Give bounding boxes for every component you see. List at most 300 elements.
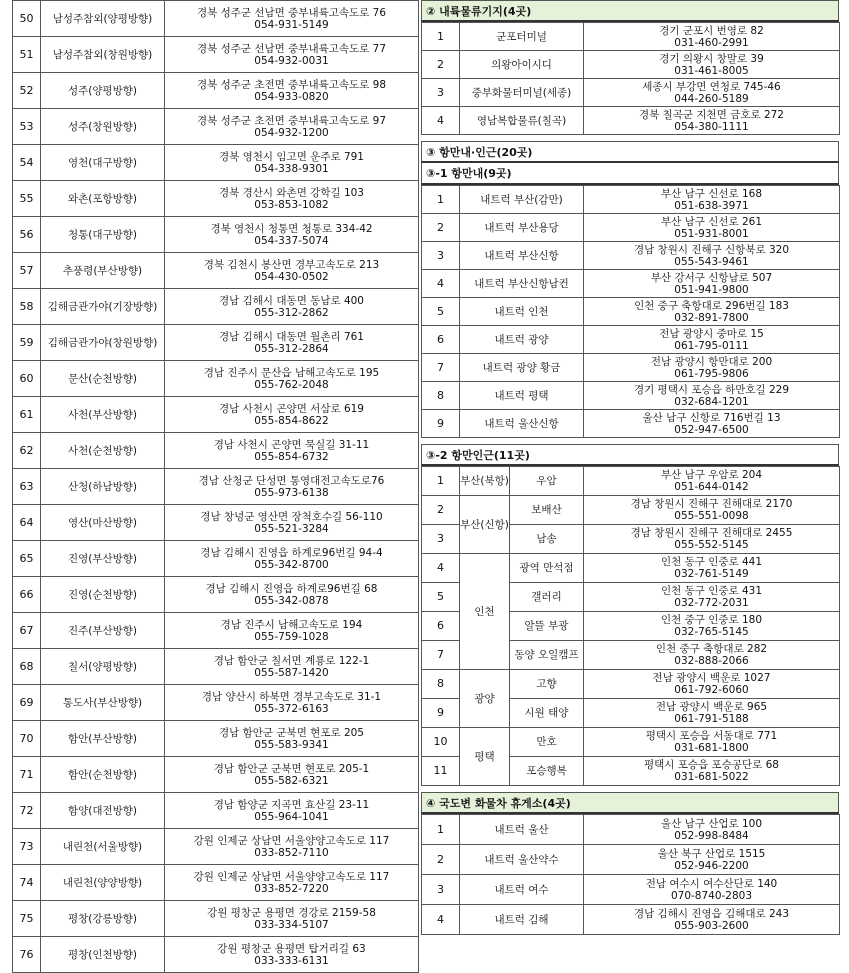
table-row bbox=[13, 937, 419, 973]
address-cell bbox=[165, 541, 419, 577]
section-2-title: ② 내륙물류기지(4곳) bbox=[421, 0, 839, 22]
address-cell bbox=[165, 721, 419, 757]
address-cell bbox=[584, 467, 840, 496]
phone-text: 055-762-2048 bbox=[254, 378, 329, 391]
address-text: 경남 산청군 단성면 통영대전고속도로76 bbox=[198, 474, 385, 487]
phone-text: 032-684-1201 bbox=[674, 395, 749, 408]
rest-area-name: 함양(대전방향) bbox=[41, 793, 165, 829]
rest-area-name: 함안(부산방향) bbox=[41, 721, 165, 757]
facility-name: 내트럭 부산(감만) bbox=[460, 186, 584, 214]
row-number: 71 bbox=[13, 757, 41, 793]
phone-text: 055-551-0098 bbox=[674, 510, 749, 522]
facility-name: 갤러리 bbox=[510, 583, 584, 612]
address-text: 경남 진주시 남해고속도로 194 bbox=[220, 618, 363, 631]
address-text: 강원 인제군 상남면 서울양양고속도로 117 bbox=[193, 870, 390, 883]
address-cell bbox=[584, 51, 840, 79]
phone-text: 033-852-7220 bbox=[254, 882, 329, 895]
address-cell bbox=[584, 410, 840, 438]
row-number: 66 bbox=[13, 577, 41, 613]
row-number: 74 bbox=[13, 865, 41, 901]
right-column bbox=[421, 0, 839, 935]
facility-name: 보배산 bbox=[510, 496, 584, 525]
facility-name: 의왕아이시디 bbox=[460, 51, 584, 79]
address-cell bbox=[165, 505, 419, 541]
phone-text: 055-312-2862 bbox=[254, 306, 329, 319]
table-row bbox=[13, 217, 419, 253]
address-cell bbox=[165, 613, 419, 649]
table-row bbox=[422, 79, 840, 107]
address-cell bbox=[584, 583, 840, 612]
address-cell bbox=[165, 937, 419, 973]
table-row bbox=[13, 649, 419, 685]
phone-text: 055-582-6321 bbox=[254, 774, 329, 787]
rest-area-name: 진영(순천방향) bbox=[41, 577, 165, 613]
table-row bbox=[422, 670, 840, 699]
facility-name: 고향 bbox=[510, 670, 584, 699]
section-3-1-table bbox=[421, 185, 840, 438]
section-4-title: ④ 국도변 화물차 휴게소(4곳) bbox=[421, 792, 839, 814]
rest-area-name: 통도사(부산방향) bbox=[41, 685, 165, 721]
row-number: 55 bbox=[13, 181, 41, 217]
facility-name: 내트럭 평택 bbox=[460, 382, 584, 410]
phone-text: 055-583-9341 bbox=[254, 738, 329, 751]
phone-text: 031-681-1800 bbox=[674, 742, 749, 754]
facility-name: 중부화물터미널(세종) bbox=[460, 79, 584, 107]
address-cell bbox=[165, 37, 419, 73]
table-row bbox=[422, 326, 840, 354]
address-text: 전남 여수시 여수산단로 140 bbox=[645, 877, 778, 890]
address-text: 강원 평창군 용평면 탑거리길 63 bbox=[217, 942, 366, 955]
phone-text: 061-795-9806 bbox=[674, 367, 749, 380]
phone-text: 055-342-0878 bbox=[254, 594, 329, 607]
phone-text: 031-460-2991 bbox=[674, 36, 749, 49]
table-row bbox=[422, 410, 840, 438]
address-text: 경북 경산시 와촌면 강학길 103 bbox=[219, 186, 364, 199]
address-cell bbox=[584, 79, 840, 107]
phone-text: 053-853-1082 bbox=[254, 198, 329, 211]
address-cell bbox=[584, 496, 840, 525]
table-row bbox=[422, 382, 840, 410]
address-text: 부산 남구 신선로 168 bbox=[660, 187, 763, 200]
facility-name: 우암 bbox=[510, 467, 584, 496]
address-cell bbox=[584, 525, 840, 554]
rest-area-name: 남성주참외(양평방향) bbox=[41, 1, 165, 37]
table-row bbox=[422, 354, 840, 382]
table-row bbox=[13, 433, 419, 469]
phone-text: 055-372-6163 bbox=[254, 702, 329, 715]
phone-text: 055-973-6138 bbox=[254, 486, 329, 499]
phone-text: 055-342-8700 bbox=[254, 558, 329, 571]
table-row bbox=[422, 214, 840, 242]
facility-name: 내트럭 부산신항 bbox=[460, 242, 584, 270]
table-row bbox=[13, 397, 419, 433]
address-text: 부산 남구 신선로 261 bbox=[660, 215, 763, 228]
phone-text: 052-946-2200 bbox=[674, 859, 749, 872]
rest-area-name: 평창(인천방향) bbox=[41, 937, 165, 973]
address-cell bbox=[165, 757, 419, 793]
address-text: 경기 의왕시 창말로 39 bbox=[659, 52, 764, 65]
row-number: 72 bbox=[13, 793, 41, 829]
table-row bbox=[13, 505, 419, 541]
phone-text: 054-338-9301 bbox=[254, 162, 329, 175]
address-cell bbox=[165, 325, 419, 361]
section-3-2-table bbox=[421, 466, 840, 786]
address-text: 경남 김해시 진영읍 하계로96번길 94-4 bbox=[200, 546, 383, 559]
address-text: 인천 중구 축항대로 282 bbox=[655, 643, 768, 655]
row-number: 3 bbox=[422, 242, 460, 270]
address-text: 울산 북구 산업로 1515 bbox=[657, 847, 766, 860]
rest-area-name: 내린천(양양방향) bbox=[41, 865, 165, 901]
address-cell bbox=[584, 23, 840, 51]
phone-text: 032-772-2031 bbox=[674, 597, 749, 609]
facility-name: 광역 만석점 bbox=[510, 554, 584, 583]
phone-text: 054-933-0820 bbox=[254, 90, 329, 103]
address-cell bbox=[165, 577, 419, 613]
row-number: 56 bbox=[13, 217, 41, 253]
row-number: 4 bbox=[422, 905, 460, 935]
address-text: 전남 광양시 백운로 1027 bbox=[652, 672, 771, 684]
row-number: 3 bbox=[422, 875, 460, 905]
address-text: 울산 남구 신항로 716번길 13 bbox=[642, 411, 781, 424]
table-row bbox=[422, 23, 840, 51]
phone-text: 052-947-6500 bbox=[674, 423, 749, 436]
table-row bbox=[13, 73, 419, 109]
phone-text: 055-854-8622 bbox=[254, 414, 329, 427]
address-cell bbox=[584, 326, 840, 354]
address-text: 경남 진주시 문산읍 남해고속도로 195 bbox=[203, 366, 380, 379]
phone-text: 033-334-5107 bbox=[254, 918, 329, 931]
address-text: 인천 중구 인중로 180 bbox=[660, 614, 763, 626]
row-number: 10 bbox=[422, 728, 460, 757]
address-text: 전남 광양시 백운로 965 bbox=[655, 701, 768, 713]
section-3-title: ③ 항만내·인근(20곳) bbox=[421, 141, 839, 163]
phone-text: 054-931-5149 bbox=[254, 18, 329, 31]
address-text: 경남 함양군 지곡면 효산길 23-11 bbox=[213, 798, 370, 811]
row-number: 67 bbox=[13, 613, 41, 649]
facility-name: 시원 태양 bbox=[510, 699, 584, 728]
address-cell bbox=[584, 670, 840, 699]
row-number: 9 bbox=[422, 410, 460, 438]
address-text: 경남 양산시 하북면 경부고속도로 31-1 bbox=[201, 690, 382, 703]
table-row bbox=[422, 51, 840, 79]
address-cell bbox=[584, 641, 840, 670]
facility-name: 내트럭 광양 황금 bbox=[460, 354, 584, 382]
address-text: 부산 남구 우암로 204 bbox=[660, 469, 763, 481]
phone-text: 061-791-5188 bbox=[674, 713, 749, 725]
facility-name: 내트럭 인천 bbox=[460, 298, 584, 326]
facility-name: 내트럭 광양 bbox=[460, 326, 584, 354]
table-row bbox=[422, 845, 840, 875]
row-number: 4 bbox=[422, 554, 460, 583]
address-text: 경북 성주군 선남면 중부내륙고속도로 77 bbox=[197, 42, 386, 55]
row-number: 60 bbox=[13, 361, 41, 397]
table-row bbox=[13, 685, 419, 721]
address-text: 경북 성주군 선남면 중부내륙고속도로 76 bbox=[197, 6, 386, 19]
address-cell bbox=[584, 298, 840, 326]
address-text: 경북 칠곡군 지천면 금호로 272 bbox=[639, 108, 784, 121]
phone-text: 033-852-7110 bbox=[254, 846, 329, 859]
address-cell bbox=[165, 217, 419, 253]
row-number: 2 bbox=[422, 845, 460, 875]
rest-area-name: 문산(순천방향) bbox=[41, 361, 165, 397]
table-row bbox=[422, 905, 840, 935]
row-number: 11 bbox=[422, 757, 460, 786]
phone-text: 032-765-5145 bbox=[674, 626, 749, 638]
phone-text: 054-337-5074 bbox=[254, 234, 329, 247]
address-text: 강원 평창군 용평면 경강로 2159-58 bbox=[207, 906, 376, 919]
address-text: 경북 영천시 청통면 청통로 334-42 bbox=[210, 222, 373, 235]
phone-text: 061-792-6060 bbox=[674, 684, 749, 696]
address-text: 평택시 포승읍 포승공단로 68 bbox=[644, 759, 779, 771]
phone-text: 054-932-1200 bbox=[254, 126, 329, 139]
address-text: 경남 함안군 칠서면 계룡로 122-1 bbox=[213, 654, 370, 667]
address-cell bbox=[584, 612, 840, 641]
table-row bbox=[13, 613, 419, 649]
section-2-table bbox=[421, 22, 840, 135]
phone-text: 061-795-0111 bbox=[674, 339, 749, 352]
row-number: 62 bbox=[13, 433, 41, 469]
address-cell bbox=[584, 875, 840, 905]
address-text: 경남 창원시 진해구 진해대로 2170 bbox=[630, 498, 793, 510]
row-number: 6 bbox=[422, 612, 460, 641]
rest-area-name: 사천(순천방향) bbox=[41, 433, 165, 469]
rest-area-name: 진주(부산방향) bbox=[41, 613, 165, 649]
phone-text: 032-888-2066 bbox=[674, 655, 749, 667]
row-number: 8 bbox=[422, 382, 460, 410]
address-text: 경남 창원시 진해구 진해대로 2455 bbox=[630, 527, 793, 539]
table-row bbox=[13, 793, 419, 829]
address-text: 경남 사천시 곤양면 묵실길 31-11 bbox=[213, 438, 370, 451]
facility-name: 알뜰 부광 bbox=[510, 612, 584, 641]
row-number: 7 bbox=[422, 641, 460, 670]
address-cell bbox=[584, 905, 840, 935]
section-3-1-title: ③-1 항만내(9곳) bbox=[421, 163, 839, 185]
table-row bbox=[422, 554, 840, 583]
row-number: 1 bbox=[422, 815, 460, 845]
rest-area-name: 평창(강릉방향) bbox=[41, 901, 165, 937]
row-number: 70 bbox=[13, 721, 41, 757]
row-number: 5 bbox=[422, 298, 460, 326]
address-cell bbox=[584, 815, 840, 845]
region-group: 인천 bbox=[460, 554, 510, 670]
row-number: 2 bbox=[422, 51, 460, 79]
address-cell bbox=[584, 728, 840, 757]
table-row bbox=[13, 829, 419, 865]
address-text: 경남 창녕군 영산면 장척호수길 56-110 bbox=[200, 510, 383, 523]
section-3-2-title: ③-2 항만인근(11곳) bbox=[421, 444, 839, 466]
phone-text: 051-638-3971 bbox=[674, 199, 749, 212]
address-cell bbox=[584, 699, 840, 728]
table-row bbox=[422, 496, 840, 525]
rest-area-name: 사천(부산방향) bbox=[41, 397, 165, 433]
phone-text: 051-931-8001 bbox=[674, 227, 749, 240]
address-text: 경북 성주군 초전면 중부내륙고속도로 97 bbox=[197, 114, 386, 127]
table-row bbox=[13, 37, 419, 73]
table-row bbox=[422, 467, 840, 496]
address-cell bbox=[165, 253, 419, 289]
table-row bbox=[13, 721, 419, 757]
rest-area-name: 산청(하남방향) bbox=[41, 469, 165, 505]
row-number: 8 bbox=[422, 670, 460, 699]
address-text: 경기 군포시 번영로 82 bbox=[659, 24, 764, 37]
facility-name: 내트럭 부산신항남컨 bbox=[460, 270, 584, 298]
address-text: 경남 창원시 진해구 신항북로 320 bbox=[633, 243, 790, 256]
row-number: 73 bbox=[13, 829, 41, 865]
address-text: 인천 동구 인중로 431 bbox=[660, 585, 763, 597]
region-group: 광양 bbox=[460, 670, 510, 728]
table-row bbox=[422, 728, 840, 757]
row-number: 2 bbox=[422, 496, 460, 525]
left-rest-area-table bbox=[12, 0, 419, 973]
phone-text: 032-761-5149 bbox=[674, 568, 749, 580]
address-text: 경남 김해시 진영읍 김해대로 243 bbox=[633, 907, 790, 920]
table-row bbox=[13, 253, 419, 289]
address-cell bbox=[165, 361, 419, 397]
row-number: 7 bbox=[422, 354, 460, 382]
row-number: 54 bbox=[13, 145, 41, 181]
address-text: 강원 인제군 상남면 서울양양고속도로 117 bbox=[193, 834, 390, 847]
address-cell bbox=[165, 469, 419, 505]
address-cell bbox=[584, 214, 840, 242]
address-text: 경북 영천시 임고면 운주로 791 bbox=[219, 150, 364, 163]
address-cell bbox=[165, 397, 419, 433]
phone-text: 031-461-8005 bbox=[674, 64, 749, 77]
rest-area-name: 성주(창원방향) bbox=[41, 109, 165, 145]
facility-name: 군포터미널 bbox=[460, 23, 584, 51]
row-number: 9 bbox=[422, 699, 460, 728]
address-cell bbox=[165, 145, 419, 181]
address-cell bbox=[165, 901, 419, 937]
row-number: 3 bbox=[422, 525, 460, 554]
rest-area-name: 김해금관가야(창원방향) bbox=[41, 325, 165, 361]
address-cell bbox=[584, 382, 840, 410]
phone-text: 054-430-0502 bbox=[254, 270, 329, 283]
table-row bbox=[422, 186, 840, 214]
phone-text: 055-543-9461 bbox=[674, 255, 749, 268]
row-number: 65 bbox=[13, 541, 41, 577]
address-cell bbox=[165, 109, 419, 145]
address-cell bbox=[584, 554, 840, 583]
table-row bbox=[422, 875, 840, 905]
rest-area-name: 와촌(포항방향) bbox=[41, 181, 165, 217]
address-cell bbox=[584, 107, 840, 135]
row-number: 2 bbox=[422, 214, 460, 242]
address-text: 경남 사천시 곤양면 서삼로 619 bbox=[219, 402, 364, 415]
address-text: 경남 김해시 대동면 동남로 400 bbox=[219, 294, 364, 307]
row-number: 75 bbox=[13, 901, 41, 937]
address-cell bbox=[165, 73, 419, 109]
row-number: 59 bbox=[13, 325, 41, 361]
rest-area-name: 김해금관가야(기장방향) bbox=[41, 289, 165, 325]
address-cell bbox=[584, 757, 840, 786]
phone-text: 055-964-1041 bbox=[254, 810, 329, 823]
address-cell bbox=[165, 685, 419, 721]
rest-area-name: 청통(대구방향) bbox=[41, 217, 165, 253]
row-number: 4 bbox=[422, 107, 460, 135]
row-number: 57 bbox=[13, 253, 41, 289]
phone-text: 070-8740-2803 bbox=[670, 889, 753, 902]
row-number: 51 bbox=[13, 37, 41, 73]
phone-text: 044-260-5189 bbox=[674, 92, 749, 105]
rest-area-name: 영천(대구방향) bbox=[41, 145, 165, 181]
table-row bbox=[422, 242, 840, 270]
table-row bbox=[422, 270, 840, 298]
region-group: 부산(신항) bbox=[460, 496, 510, 554]
address-text: 울산 남구 산업로 100 bbox=[660, 817, 763, 830]
row-number: 76 bbox=[13, 937, 41, 973]
address-text: 경남 김해시 진영읍 하계로96번길 68 bbox=[205, 582, 378, 595]
rest-area-name: 내린천(서울방향) bbox=[41, 829, 165, 865]
row-number: 61 bbox=[13, 397, 41, 433]
table-row bbox=[13, 469, 419, 505]
address-cell bbox=[165, 1, 419, 37]
address-cell bbox=[165, 865, 419, 901]
row-number: 3 bbox=[422, 79, 460, 107]
table-row bbox=[13, 325, 419, 361]
row-number: 5 bbox=[422, 583, 460, 612]
row-number: 68 bbox=[13, 649, 41, 685]
phone-text: 032-891-7800 bbox=[674, 311, 749, 324]
address-text: 경남 함안군 군북면 현포로 205 bbox=[219, 726, 364, 739]
address-cell bbox=[165, 793, 419, 829]
address-cell bbox=[584, 354, 840, 382]
table-row bbox=[13, 289, 419, 325]
row-number: 1 bbox=[422, 23, 460, 51]
table-row bbox=[13, 541, 419, 577]
address-text: 평택시 포승읍 서동대로 771 bbox=[645, 730, 778, 742]
row-number: 52 bbox=[13, 73, 41, 109]
phone-text: 055-587-1420 bbox=[254, 666, 329, 679]
address-text: 인천 동구 인중로 441 bbox=[660, 556, 763, 568]
phone-text: 031-681-5022 bbox=[674, 771, 749, 783]
address-text: 경북 성주군 초전면 중부내륙고속도로 98 bbox=[197, 78, 386, 91]
rest-area-name: 영산(마산방향) bbox=[41, 505, 165, 541]
address-cell bbox=[165, 829, 419, 865]
region-group: 부산(북항) bbox=[460, 467, 510, 496]
rest-area-name: 추풍령(부산방향) bbox=[41, 253, 165, 289]
rest-area-name: 성주(양평방향) bbox=[41, 73, 165, 109]
address-cell bbox=[165, 649, 419, 685]
table-row bbox=[13, 181, 419, 217]
facility-name: 내트럭 김해 bbox=[460, 905, 584, 935]
address-cell bbox=[584, 845, 840, 875]
rest-area-name: 칠서(양평방향) bbox=[41, 649, 165, 685]
address-text: 경북 김천시 봉산면 경부고속도로 213 bbox=[203, 258, 380, 271]
facility-name: 내트럭 부산용당 bbox=[460, 214, 584, 242]
phone-text: 055-759-1028 bbox=[254, 630, 329, 643]
row-number: 64 bbox=[13, 505, 41, 541]
address-cell bbox=[584, 270, 840, 298]
row-number: 1 bbox=[422, 467, 460, 496]
row-number: 69 bbox=[13, 685, 41, 721]
address-cell bbox=[584, 242, 840, 270]
table-row bbox=[422, 815, 840, 845]
table-row bbox=[422, 298, 840, 326]
row-number: 63 bbox=[13, 469, 41, 505]
address-cell bbox=[165, 289, 419, 325]
address-text: 경남 함안군 군북면 현포로 205-1 bbox=[213, 762, 370, 775]
table-row bbox=[13, 361, 419, 397]
phone-text: 054-932-0031 bbox=[254, 54, 329, 67]
section-4-table bbox=[421, 814, 840, 935]
row-number: 4 bbox=[422, 270, 460, 298]
row-number: 1 bbox=[422, 186, 460, 214]
facility-name: 영남복합물류(칠곡) bbox=[460, 107, 584, 135]
facility-name: 내트럭 울산신항 bbox=[460, 410, 584, 438]
rest-area-name: 남성주참외(창원방향) bbox=[41, 37, 165, 73]
rest-area-name: 진영(부산방향) bbox=[41, 541, 165, 577]
address-text: 경기 평택시 포승읍 하만호길 229 bbox=[633, 383, 790, 396]
